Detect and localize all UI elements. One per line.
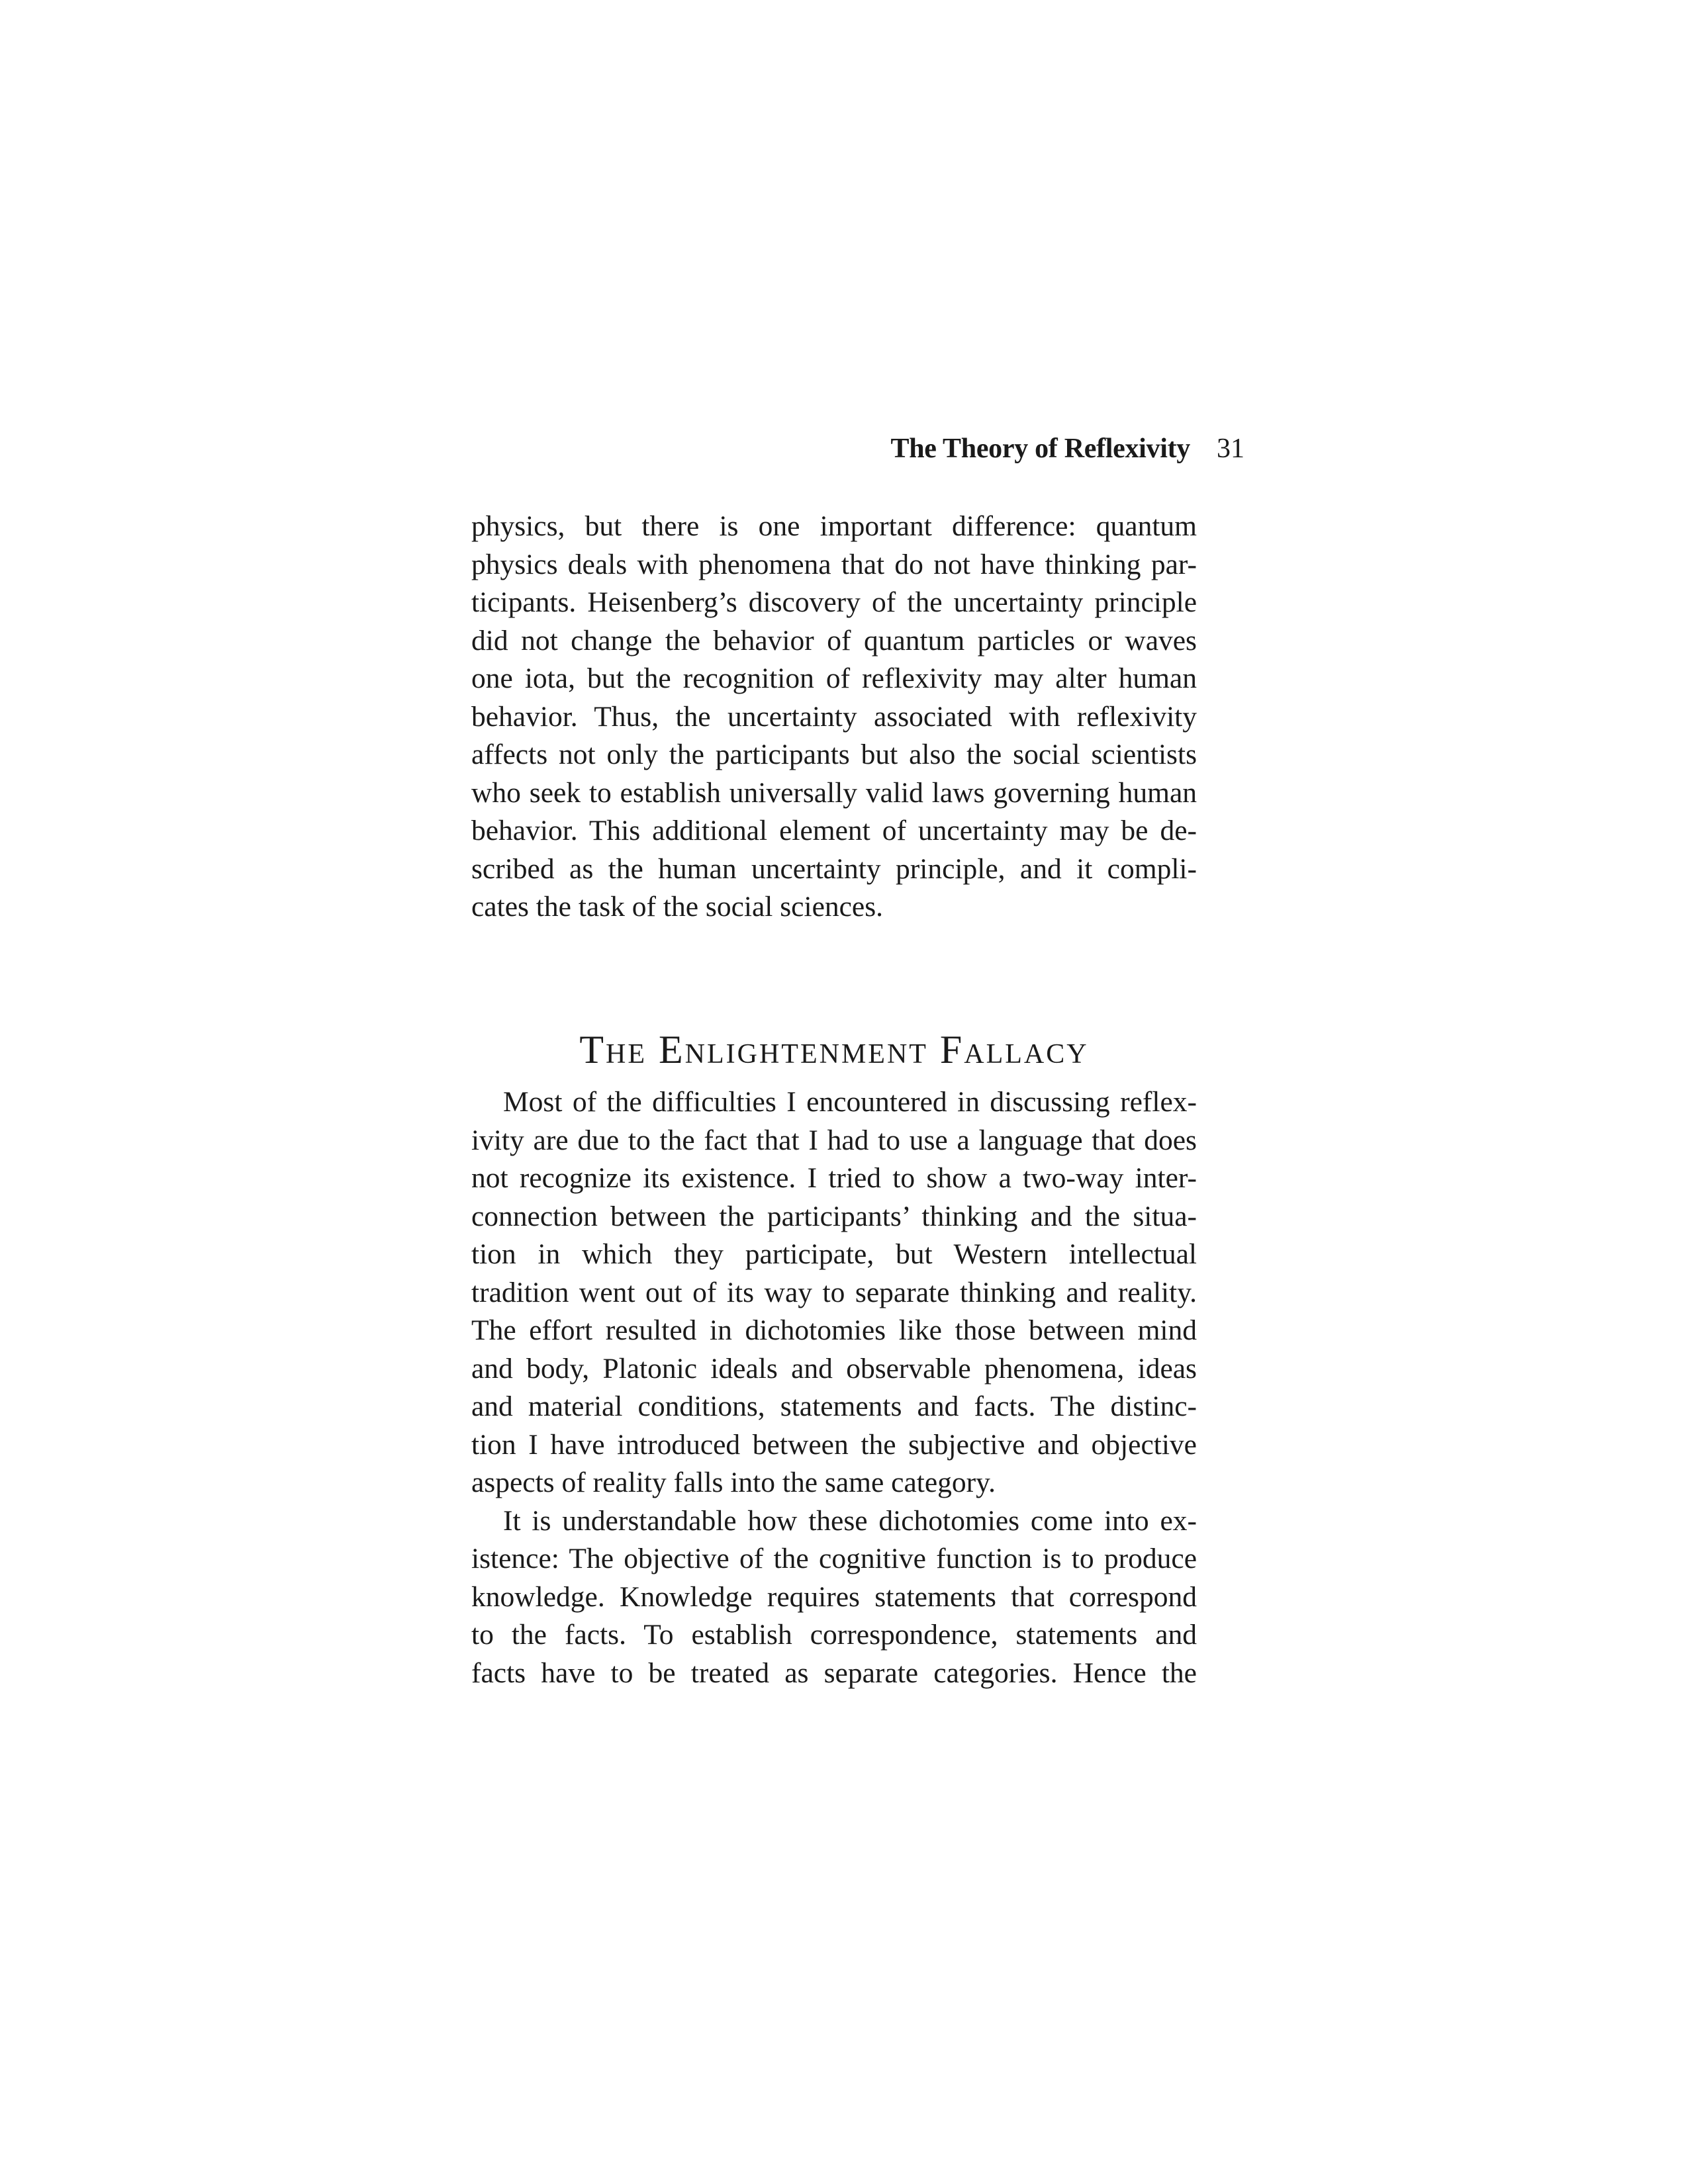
text-line: knowledge. Knowledge requires statements that correspond xyxy=(471,1580,1197,1613)
running-head xyxy=(0,433,1244,473)
text-line: Most of the difficulties I encountered in discussing reflex- xyxy=(503,1086,1197,1118)
text-line: physics deals with phenomena that do not have thinking par- xyxy=(471,548,1197,580)
text-line: connection between the participants’ thinking and the situa- xyxy=(471,1200,1197,1232)
text-line: behavior. Thus, the uncertainty associated with reflexivity xyxy=(471,700,1197,733)
text-line: and material conditions, statements and facts. The distinc- xyxy=(471,1390,1197,1422)
text-line: ivity are due to the fact that I had to use a language that does xyxy=(471,1124,1197,1156)
running-title: The Theory of Reflexivity xyxy=(890,433,1190,464)
text-line: The effort resulted in dichotomies like those between mind xyxy=(471,1314,1197,1346)
text-line: tradition went out of its way to separate thinking and reality. xyxy=(471,1276,1197,1308)
text-line: not recognize its existence. I tried to show a two-way inter- xyxy=(471,1162,1197,1194)
text-line: istence: The objective of the cognitive function is to produce xyxy=(471,1543,1197,1574)
page-number: 31 xyxy=(1217,433,1244,464)
text-line: affects not only the participants but also the social scientists xyxy=(471,739,1197,770)
text-line: tion in which they participate, but Western intellectual xyxy=(471,1238,1197,1270)
text-line: tion I have introduced between the subjective and objective xyxy=(471,1428,1197,1461)
text-line: ticipants. Heisenberg’s discovery of the uncertainty principle xyxy=(471,586,1197,618)
text-line: to the facts. To establish correspondence, statements and xyxy=(471,1619,1197,1651)
text-line: behavior. This additional element of uncertainty may be de- xyxy=(471,815,1197,846)
text-line: one iota, but the recognition of reflexivity may alter human xyxy=(471,662,1197,694)
paragraph-continuation xyxy=(471,508,1197,927)
text-line: aspects of reality falls into the same category. xyxy=(471,1467,996,1498)
text-line: and body, Platonic ideals and observable phenomena, ideas xyxy=(471,1352,1197,1385)
section-title: The Enlightenment Fallacy xyxy=(579,1027,1089,1071)
text-line: cates the task of the social sciences. xyxy=(471,891,884,923)
text-line: It is understandable how these dichotomies come into ex- xyxy=(503,1504,1197,1537)
text-line: did not change the behavior of quantum particles or waves xyxy=(471,624,1197,657)
text-line: scribed as the human uncertainty principle, and it compli- xyxy=(471,852,1197,885)
text-line: who seek to establish universally valid laws governing human xyxy=(471,776,1197,809)
text-line: facts have to be treated as separate categories. Hence the xyxy=(471,1657,1197,1689)
text-line: physics, but there is one important difference: quantum xyxy=(471,510,1197,542)
body-text xyxy=(471,1083,1197,1692)
